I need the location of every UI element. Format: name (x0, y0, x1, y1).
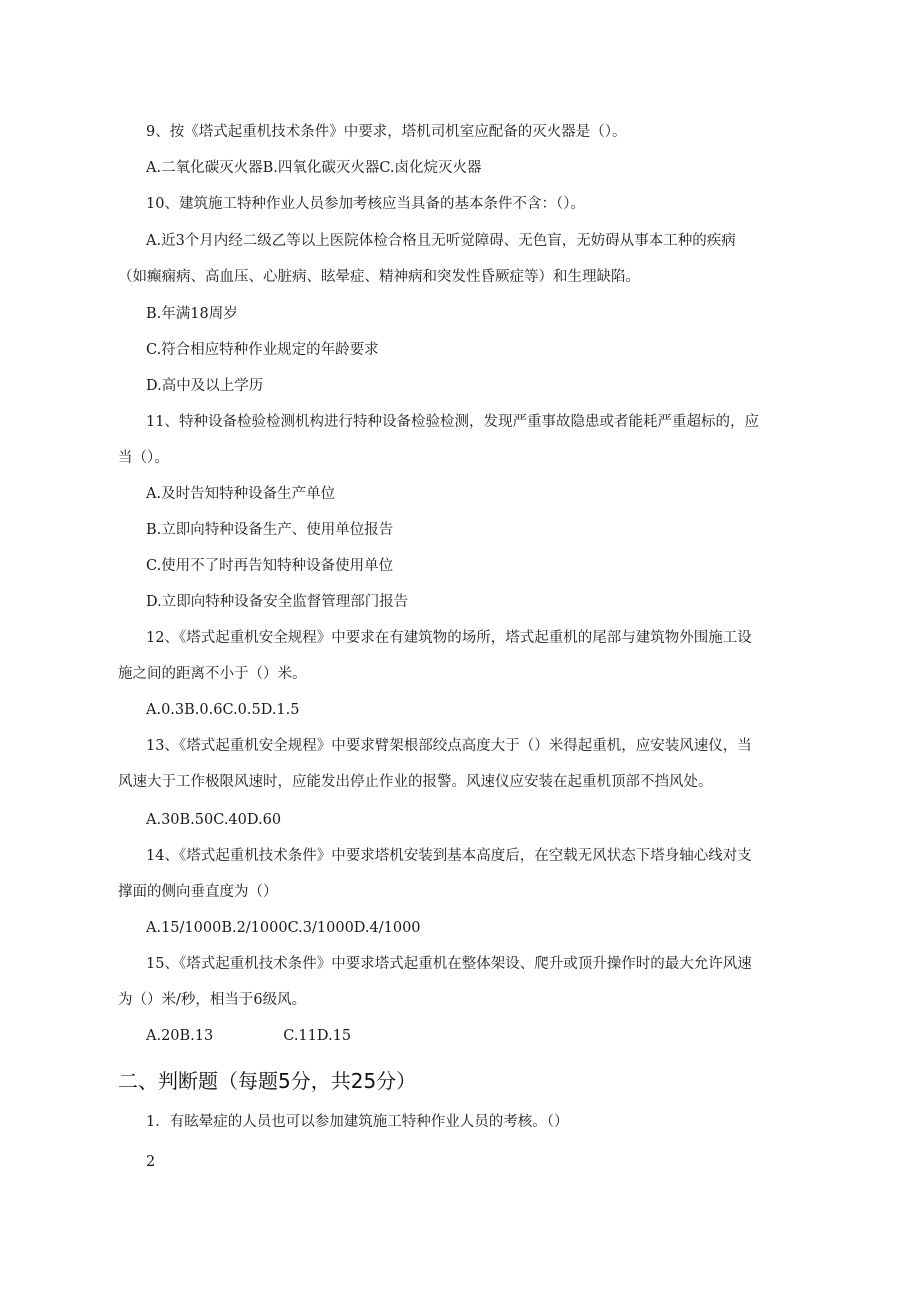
question-15-options-ab: A.20B.13 (146, 1028, 214, 1044)
question-12-stem-line2: 施之间的距离不小于（）米。 (118, 666, 307, 682)
question-11-stem-line2: 当（）。 (118, 450, 169, 466)
question-12-stem-line1: 12、《塔式起重机安全规程》中要求在有建筑物的场所，塔式起重机的尾部与建筑物外围施工设 (146, 630, 752, 646)
question-12-options: A.0.3B.0.6C.0.5D.1.5 (146, 702, 300, 718)
question-15-options-cd: C.11D.15 (283, 1028, 352, 1044)
question-9-options: A.二氧化碳灭火器B.四氧化碳灭火器C.卤化烷灭火器 (146, 160, 482, 176)
question-10-option-a-line1: A.近3个月内经二级乙等以上医院体检合格且无听觉障碍、无色盲，无妨碍从事本工种的疾病 (146, 233, 736, 249)
question-10-stem: 10、建筑施工特种作业人员参加考核应当具备的基本条件不含：（）。 (146, 196, 585, 212)
question-15-stem-line1: 15、《塔式起重机技术条件》中要求塔式起重机在整体架设、爬升或顶升操作时的最大允许风速 (146, 956, 752, 972)
judgment-item-2: 2 (146, 1154, 156, 1170)
question-10-option-a-line2: （如癫痫病、高血压、心脏病、眩晕症、精神病和突发性昏厥症等）和生理缺陷。 (118, 269, 640, 285)
question-13-stem-line1: 13、《塔式起重机安全规程》中要求臂架根部绞点高度大于（）米得起重机，应安装风速仪，当 (146, 738, 752, 754)
question-14-stem-line2: 撑面的侧向垂直度为（） (118, 884, 278, 900)
question-10-option-b: B.年满18周岁 (146, 306, 238, 322)
question-11-option-d: D.立即向特种设备安全监督管理部门报告 (146, 594, 409, 610)
question-15-options (146, 1026, 351, 1046)
judgment-item-1: 1．有眩晕症的人员也可以参加建筑施工特种作业人员的考核。（） (146, 1114, 569, 1130)
question-14-stem-line1: 14、《塔式起重机技术条件》中要求塔机安装到基本高度后，在空载无风状态下塔身轴心线对支 (146, 848, 752, 864)
question-11-stem-line1: 11、特种设备检验检测机构进行特种设备检验检测，发现严重事故隐患或者能耗严重超标的，应 (146, 414, 759, 430)
question-11-option-c: C.使用不了时再告知特种设备使用单位 (146, 558, 394, 574)
question-11-option-a: A.及时告知特种设备生产单位 (146, 486, 336, 502)
question-10-option-d: D.高中及以上学历 (146, 378, 264, 394)
question-9-stem: 9、按《塔式起重机技术条件》中要求，塔机司机室应配备的灭火器是（）。 (146, 124, 627, 140)
question-14-options: A.15/1000B.2/1000C.3/1000D.4/1000 (146, 920, 421, 936)
question-11-option-b: B.立即向特种设备生产、使用单位报告 (146, 522, 394, 538)
question-13-stem-line2: 风速大于工作极限风速时，应能发出停止作业的报警。风速仪应安装在起重机顶部不挡风处。 (118, 774, 713, 790)
question-10-option-c: C.符合相应特种作业规定的年龄要求 (146, 342, 379, 358)
section-2-heading: 二、判断题（每题5分，共25分） (118, 1069, 417, 1093)
question-13-options: A.30B.50C.40D.60 (146, 812, 282, 828)
question-15-stem-line2: 为（）米/秒，相当于6级风。 (118, 992, 307, 1008)
